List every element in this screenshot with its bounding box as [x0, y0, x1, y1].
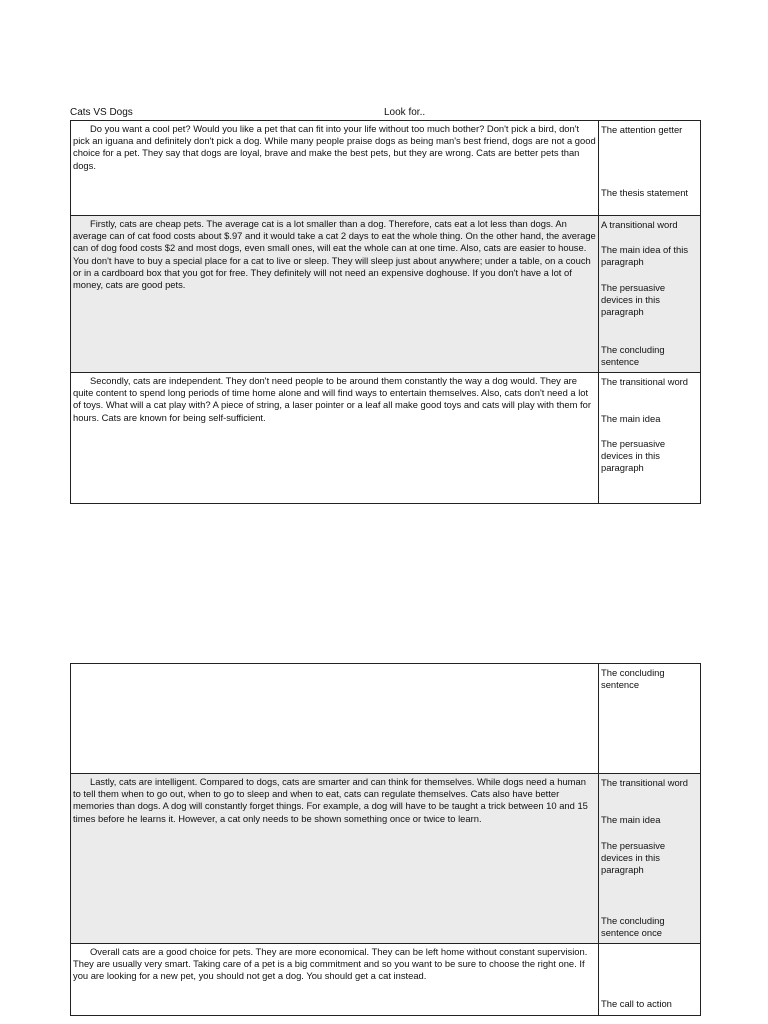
body-paragraph-3: Lastly, cats are intelligent. Compared to dogs, cats are smarter and can think for themselves. While dogs need a human to tell them when to go out, when to go to sleep and when to eat, cats can regulate themselves. Cats also have better memories than dogs. A dog will constantly forget things. For example, a dog will have to be taught a trick between 10 and 15 times before he learns it. However, a cat only needs to be shown something once or twice to learn.	[71, 774, 599, 944]
note-call-to-action: The call to action	[601, 998, 672, 1009]
intro-paragraph: Do you want a cool pet? Would you like a pet that can fit into your life without too much bother? Don't pick a bird, don't pick an iguana and definitely don't pick a dog. While many people praise dogs as being man's best friend, dogs are not a good choice for a pet. They say that dogs are loyal, brave and make the best pets, but they are wrong. Cats are better pets than dogs.	[71, 121, 599, 216]
table-row	[71, 373, 701, 504]
note-persuasive-devices: The persuasive devices in this paragraph	[601, 840, 666, 876]
note-main-idea: The main idea	[601, 413, 661, 424]
empty-paragraph-cell	[71, 664, 599, 774]
look-for-notes	[599, 774, 701, 944]
note-concluding-sentence-once: The concluding sentence once	[601, 915, 665, 939]
look-for-heading: Look for..	[384, 107, 426, 118]
essay-table-page2	[70, 663, 701, 1016]
table-row	[71, 774, 701, 944]
note-main-idea: The main idea	[601, 814, 661, 825]
note-transitional-word: A transitional word	[601, 219, 678, 230]
note-concluding-sentence: The concluding sentence	[601, 667, 665, 691]
body-paragraph-1: Firstly, cats are cheap pets. The average cat is a lot smaller than a dog. Therefore, cats eat a lot less than dogs. An average can of cat food costs about $.97 and it would take a cat 2 days to eat the whole thing. On the other hand, the average can of dog food costs $2 and most dogs, even small ones, will eat the whole can at one time. Also, cats are easier to house. You don't have to buy a special place for a cat to live or sleep. They will sleep just about anywhere; under a table, on a couch or in a cardboard box that you got for free. They definitely will not need an expensive doghouse. If you don't have a lot of money, cats are good pets.	[71, 216, 599, 373]
note-persuasive-devices: The persuasive devices in this paragraph	[601, 282, 666, 318]
note-transitional-word: The transitional word	[601, 777, 689, 788]
conclusion-paragraph: Overall cats are a good choice for pets. They are more economical. They can be left home without constant supervision. They are usually very smart. Taking care of a pet is a big commitment and so you want to be sure to choose the right one. If you are looking for a new pet, you should not get a dog. You should get a cat instead.	[71, 944, 599, 1016]
look-for-notes	[599, 121, 701, 216]
note-transitional-word: The transitional word	[601, 376, 689, 387]
essay-table-page1	[70, 120, 701, 504]
look-for-notes	[599, 373, 701, 504]
note-main-idea: The main idea of this paragraph	[601, 244, 689, 268]
table-row	[71, 664, 701, 774]
note-persuasive-devices: The persuasive devices in this paragraph	[601, 438, 666, 474]
worksheet-title: Cats VS Dogs	[70, 107, 133, 118]
look-for-notes	[599, 664, 701, 774]
note-concluding-sentence: The concluding sentence	[601, 344, 665, 368]
look-for-notes	[599, 216, 701, 373]
note-thesis-statement: The thesis statement	[601, 187, 689, 198]
table-row	[71, 121, 701, 216]
body-paragraph-2: Secondly, cats are independent. They don't need people to be around them constantly the way a dog would. They are quite content to spend long periods of time home alone and will find ways to entertain themselves. Also, cats don't need a lot of toys. What will a cat play with? A piece of string, a laser pointer or a leaf all make good toys and cats will play with them for hours. Cats are known for being self-sufficient.	[71, 373, 599, 504]
table-row	[71, 944, 701, 1016]
table-row	[71, 216, 701, 373]
note-attention-getter: The attention getter	[601, 124, 683, 135]
look-for-notes	[599, 944, 701, 1016]
